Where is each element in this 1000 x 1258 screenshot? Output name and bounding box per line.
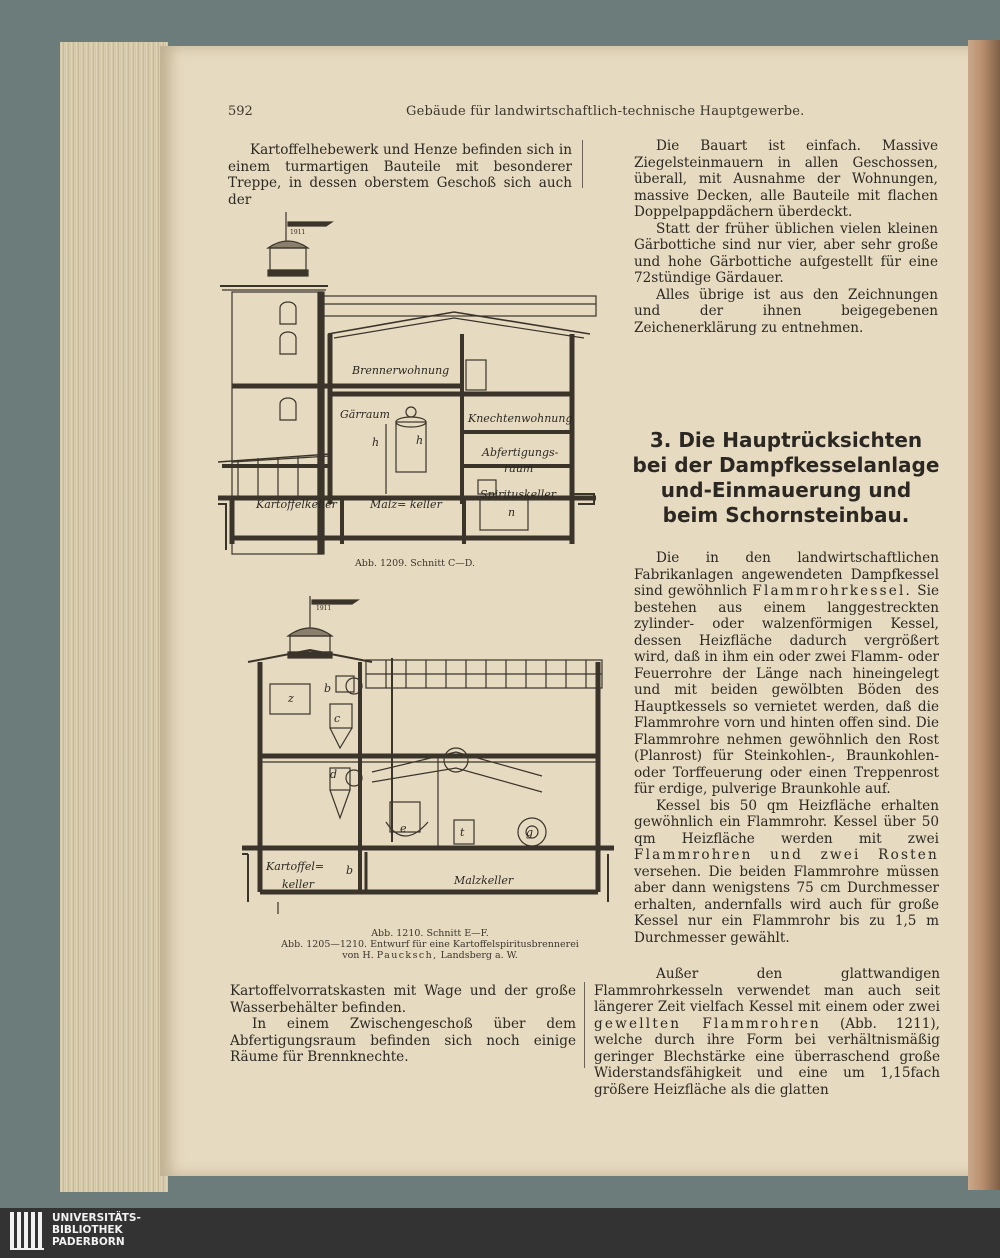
label-vane-year: 1911	[316, 605, 332, 612]
paragraph: Kartoffelhebewerk und Henze befinden sich in einem turmartigen Bauteile mit besonderer Treppe, in dessen oberstem Geschoß sich auch der	[228, 142, 572, 208]
label-n: n	[508, 506, 516, 519]
right-column-top-text	[634, 138, 938, 336]
library-name: UNIVERSITÄTS- BIBLIOTHEK PADERBORN	[52, 1212, 141, 1248]
label-h1: h	[372, 436, 380, 449]
figure-1209-caption: Abb. 1209. Schnitt C—D.	[354, 558, 476, 569]
book-page-edges	[60, 42, 168, 1192]
label-vane-year: 1911	[290, 229, 306, 236]
label-e: e	[400, 822, 407, 835]
label-malzkeller: Malz= keller	[370, 498, 442, 511]
caption-line: Abb. 1205—1210. Entwurf für eine Kartoffelspiritusbrennerei	[281, 939, 579, 950]
section-heading: 3. Die Hauptrücksichten bei der Dampfkesselanlage und-Einmauerung und beim Schornsteinbau.	[632, 428, 940, 527]
emphasis: Flammrohrkessel.	[752, 583, 913, 599]
label-malzkeller: Malzkeller	[454, 874, 514, 887]
label-kartoffelkeller-2: keller	[282, 878, 314, 891]
paragraph: In einem Zwischengeschoß über dem Abfertigungsraum befinden sich noch einige Räume für Brennknechte.	[230, 1016, 576, 1065]
emphasis: Flammrohren und zwei Rosten	[634, 847, 939, 863]
label-b2: b	[346, 864, 354, 877]
library-logo-icon	[8, 1210, 48, 1252]
figure-1210-section-drawing	[242, 592, 614, 928]
label-kartoffelkeller-1: Kartoffel=	[266, 860, 325, 873]
paragraph: Die in den landwirtschaftlichen Fabrikanlagen angewendeten Dampfkessel sind gewöhnlich Flammrohrkessel. Sie bestehen aus einem langgestreckten zylinder- oder walzenförmigen Kessel, dessen Heizfläche dadurch vergrößert wird, daß in ihm ein oder zwei Flamm- oder Feuerrohre der Länge nach hineingelegt und mit beiden gewölbten Böden des Hauptkessels so vernietet werden, daß die Flammrohre vorn und hinten offen sind. Die Flammrohre nehmen gewöhnlich den Rost (Planrost) für Steinkohlen-, Braunkohlen- oder Torffeuerung oder einen Treppenrost für erdige, pulverige Braunkohle auf.	[634, 550, 939, 797]
emphasis: Paucksch,	[376, 950, 438, 961]
label-b1: b	[324, 682, 332, 695]
label-g: g	[526, 826, 534, 839]
label-brennerwohnung: Brennerwohnung	[352, 364, 450, 377]
label-knechtenwohnung: Knechtenwohnung	[468, 412, 573, 425]
page-number: 592	[228, 104, 253, 119]
label-c: c	[334, 712, 341, 725]
label-abfertigungsraum-1: Abfertigungs-	[482, 446, 559, 459]
label-spirituskeller: Spirituskeller	[480, 488, 557, 501]
left-column-top-text	[228, 142, 572, 208]
right-column-bottom-text	[594, 966, 940, 1098]
right-column-section-text	[634, 550, 939, 946]
running-title: Gebäude für landwirtschaftlich-technische Hauptgewerbe.	[406, 104, 805, 119]
caption-line: Abb. 1210. Schnitt E—F.	[371, 928, 489, 939]
figure-1209-section-drawing	[218, 204, 598, 560]
paragraph: Kessel bis 50 qm Heizfläche erhalten gewöhnlich ein Flammrohr. Kessel über 50 qm Heizfläche werden mit zwei Flammrohren und zwei Rosten versehen. Die beiden Flammrohre müssen aber dann wenigstens 75 cm Durchmesser erhalten, andernfalls wird auch für große Kessel nur ein Flammrohr bis zu 1,5 m Durchmesser gewählt.	[634, 797, 939, 946]
label-gaerraum: Gärraum	[340, 408, 390, 421]
paragraph: Außer den glattwandigen Flammrohrkesseln verwendet man auch seit längerer Zeit vielfach Kessel mit einem oder zwei gewellten Flammrohren (Abb. 1211), welche durch ihre Form bei verhältnismäßig geringer Blechstärke eine überraschend große Widerstandsfähigkeit und eine um 1,15fach größere Heizfläche als die glatten	[594, 966, 940, 1098]
column-rule	[582, 140, 583, 188]
column-rule	[584, 982, 585, 1068]
figure-1210-caption	[240, 928, 620, 961]
facing-page-edge	[968, 40, 1000, 1190]
caption-line: von H. Paucksch, Landsberg a. W.	[342, 950, 518, 961]
label-abfertigungsraum-2: raum	[504, 462, 534, 475]
label-h2: h	[416, 434, 424, 447]
emphasis: gewellten Flammrohren	[594, 1015, 821, 1032]
paragraph: Die Bauart ist einfach. Massive Ziegelsteinmauern in allen Geschossen, überall, mit Ausnahme der Wohnungen, massive Decken, alle Bauteile mit flachen Doppelpappdächern überdeckt.	[634, 138, 938, 220]
label-d: d	[330, 768, 338, 781]
label-t: t	[460, 826, 465, 839]
paragraph: Statt der früher üblichen vielen kleinen Gärbottiche sind nur vier, aber sehr große und hohe Gärbottiche aufgestellt für eine 72stündige Gärdauer.	[634, 220, 938, 286]
paragraph: Alles übrige ist aus den Zeichnungen und der ihnen beigegebenen Zeichenerklärung zu entnehmen.	[634, 286, 938, 336]
label-kartoffelkeller: Kartoffelkeller	[256, 498, 337, 511]
library-footer-bar	[0, 1208, 1000, 1258]
paragraph: Kartoffelvorratskasten mit Wage und der große Wasserbehälter befinden.	[230, 983, 576, 1016]
left-column-bottom-text	[230, 983, 576, 1066]
running-head	[228, 104, 805, 124]
label-z: z	[288, 692, 294, 705]
